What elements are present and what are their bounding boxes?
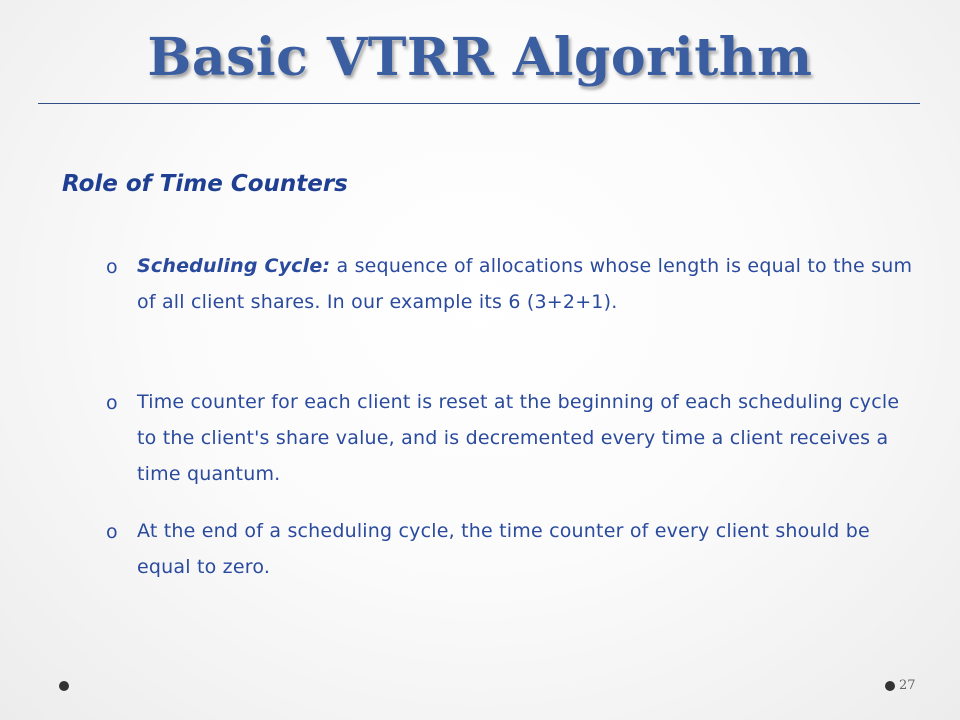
bullet-marker: o (106, 392, 118, 414)
bullet-marker: o (106, 521, 118, 543)
bullet-text (137, 248, 917, 320)
bullet-body: Time counter for each client is reset at the beginning of each scheduling cycle to the client's share value, and is decremented every time a client receives a time quantum. (137, 391, 900, 485)
page-number: 27 (899, 678, 916, 693)
bullet-term: Scheduling Cycle: (137, 255, 331, 277)
footer-dot-left (59, 681, 69, 691)
slide-title: Basic VTRR Algorithm (147, 27, 813, 88)
bullet-text (137, 513, 917, 585)
title-divider (38, 103, 920, 104)
footer-dot-right (885, 681, 895, 691)
bullet-body: At the end of a scheduling cycle, the time counter of every client should be equal to zero. (137, 520, 870, 578)
bullet-body: a sequence of allocations whose length is equal to the sum of all client shares. In our example its 6 (3+2+1). (137, 255, 913, 313)
bullet-text (137, 384, 917, 492)
section-heading: Role of Time Counters (62, 171, 348, 197)
bullet-marker: o (106, 256, 118, 278)
